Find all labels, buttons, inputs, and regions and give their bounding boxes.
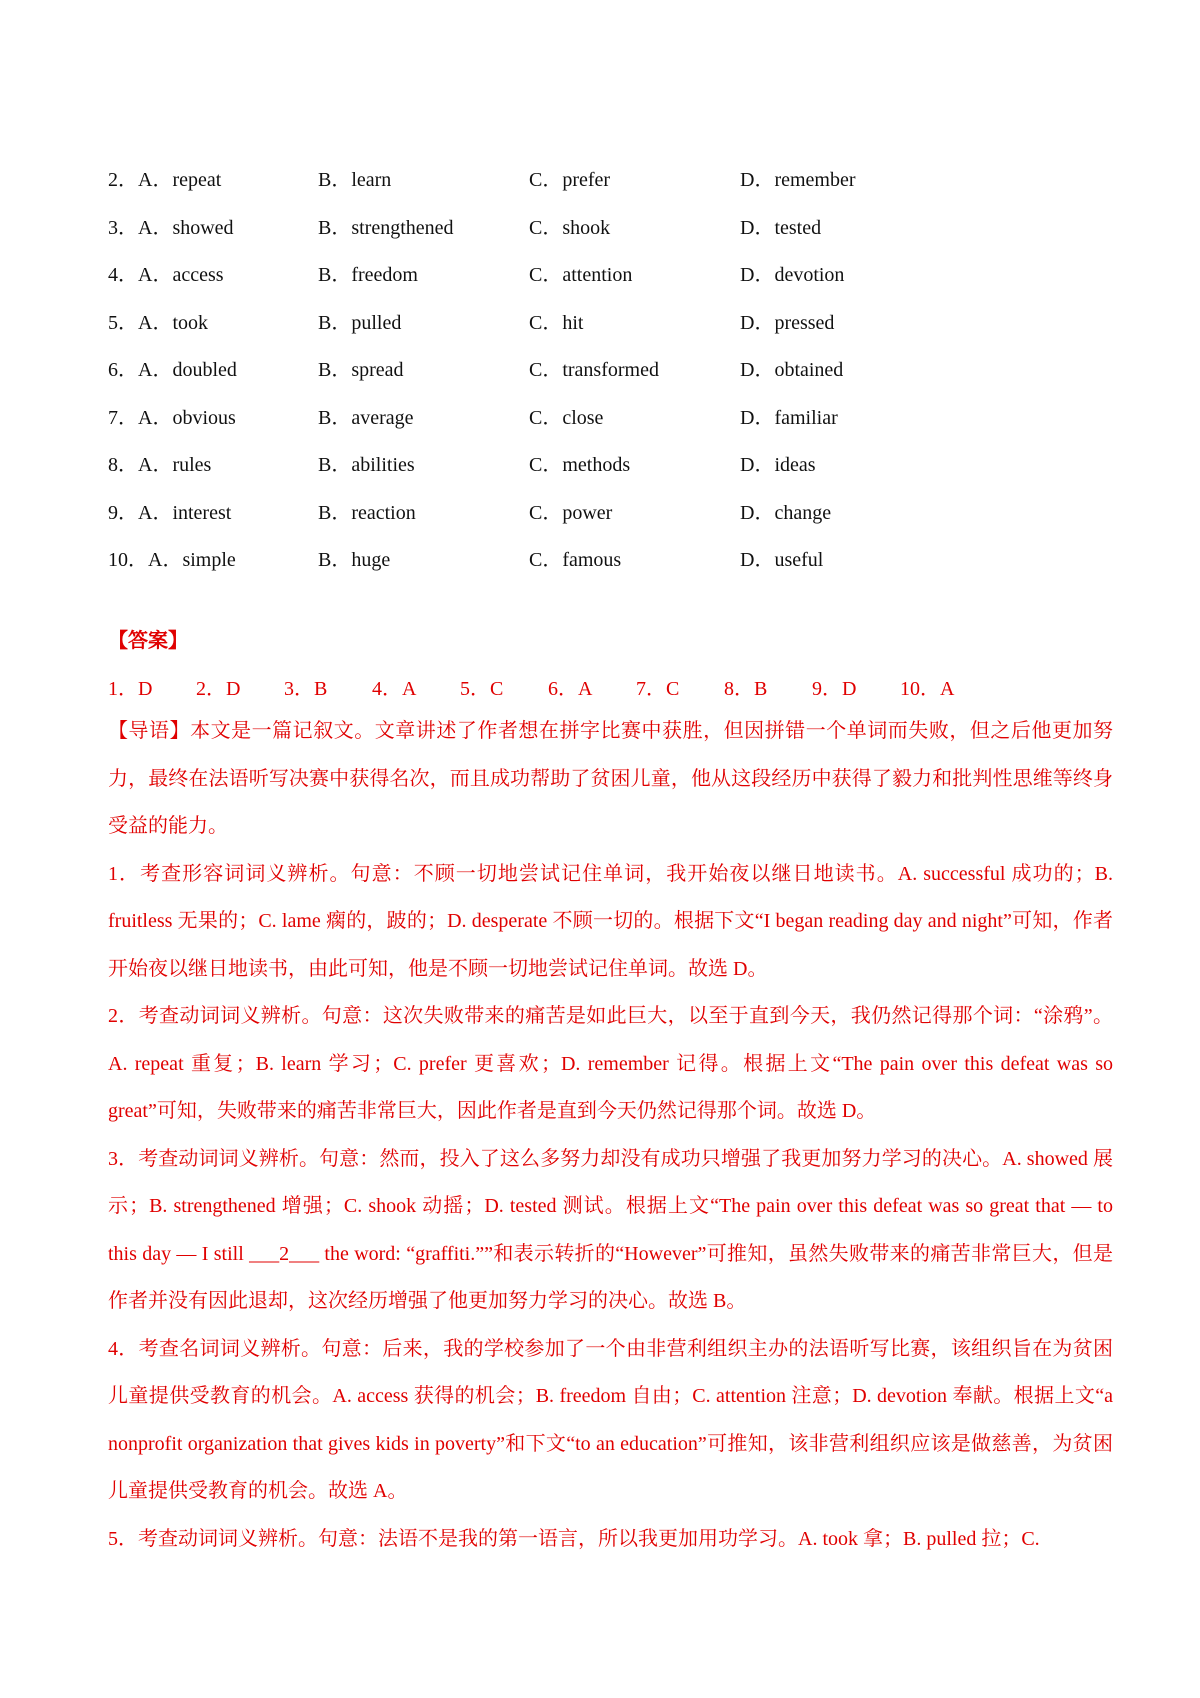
answer-key: 10．A — [900, 678, 955, 700]
option-row — [108, 534, 1008, 582]
option-cell: D．familiar — [740, 406, 838, 429]
option-cell: 6．A．doubled — [108, 359, 237, 382]
option-cell: C．transformed — [529, 359, 659, 382]
option-cell: D．useful — [740, 549, 824, 572]
option-cell: D．tested — [740, 216, 822, 239]
option-cell: D．devotion — [740, 264, 845, 287]
option-cell: 9．A．interest — [108, 501, 232, 524]
option-cell: 4．A．access — [108, 264, 224, 287]
option-row — [108, 297, 1008, 345]
option-cell: B．learn — [318, 169, 392, 192]
answer-section — [108, 626, 1113, 1563]
answer-key: 9．D — [812, 678, 857, 700]
option-cell: C．hit — [529, 311, 584, 334]
option-cell: 8．A．rules — [108, 454, 212, 477]
option-cell: C．methods — [529, 454, 631, 477]
explanation-paragraph: 4．考查名词词义辨析。句意：后来，我的学校参加了一个由非营利组织主办的法语听写比赛，该组织旨在为贫困儿童提供受教育的机会。A. access 获得的机会；B. freedom 自由；C. attention 注意；D. devotion 奉献。根据上文“a nonprofit organization that gives kids in poverty”和下文“to an education”可推知，该非营利组织应该是做慈善，为贫困儿童提供受教育的机会。故选 A。 — [108, 1337, 1113, 1502]
option-cell: 7．A．obvious — [108, 406, 236, 429]
explanation-paragraph: 1．考查形容词词义辨析。句意：不顾一切地尝试记住单词，我开始夜以继日地读书。A. successful 成功的；B. fruitless 无果的；C. lame 瘸的，跛的；D. desperate 不顾一切的。根据下文“I began reading day and night”可知，作者开始夜以继日地读书，由此可知，他是不顾一切地尝试记住单词。故选 D。 — [108, 862, 1113, 980]
option-cell: 3．A．showed — [108, 216, 234, 239]
answer-key-row — [108, 674, 1113, 704]
option-row — [108, 202, 1008, 250]
option-cell: 5．A．took — [108, 311, 208, 334]
answer-key: 5．C — [460, 678, 504, 700]
option-cell: B．average — [318, 406, 414, 429]
option-cell: B．reaction — [318, 501, 416, 524]
answer-key: 4．A — [372, 678, 417, 700]
answer-key: 7．C — [636, 678, 680, 700]
option-cell: D．ideas — [740, 454, 816, 477]
option-cell: B．huge — [318, 549, 391, 572]
option-cell: C．attention — [529, 264, 633, 287]
option-cell: 10．A．simple — [108, 549, 236, 572]
option-cell: D．obtained — [740, 359, 844, 382]
option-row — [108, 487, 1008, 535]
explanation-paragraph: 3．考查动词词义辨析。句意：然而，投入了这么多努力却没有成功只增强了我更加努力学习的决心。A. showed 展示；B. strengthened 增强；C. shook 动摇；D. tested 测试。根据上文“The pain over this defeat was so great that — to this day — I still ___2___ the word: “graffiti.””和表示转折的“However”可推知，虽然失败带来的痛苦非常巨大，但是作者并没有因此退却，这次经历增强了他更加努力学习的决心。故选 B。 — [108, 1147, 1113, 1312]
option-cell: C．famous — [529, 549, 622, 572]
option-cell: B．strengthened — [318, 216, 454, 239]
answer-key: 1．D — [108, 678, 153, 700]
option-row — [108, 392, 1008, 440]
options-table — [108, 154, 1008, 582]
answer-key: 8．B — [724, 678, 768, 700]
answer-key: 6．A — [548, 678, 593, 700]
explanation-paragraph: 2．考查动词词义辨析。句意：这次失败带来的痛苦是如此巨大，以至于直到今天，我仍然记得那个词：“涂鸦”。A. repeat 重复；B. learn 学习；C. prefer 更喜欢；D. remember 记得。根据上文“The pain over this defeat was so great”可知，失败带来的痛苦非常巨大，因此作者是直到今天仍然记得那个词。故选 D。 — [108, 1005, 1113, 1122]
option-cell: B．abilities — [318, 454, 415, 477]
option-cell: C．close — [529, 406, 604, 429]
option-cell: D．remember — [740, 169, 856, 192]
explanation-paragraph: 5．考查动词词义辨析。句意：法语不是我的第一语言，所以我更加用功学习。A. took 拿；B. pulled 拉；C. — [108, 1527, 1040, 1550]
option-row — [108, 249, 1008, 297]
answer-key: 3．B — [284, 678, 328, 700]
option-cell: 2．A．repeat — [108, 169, 222, 192]
option-row — [108, 344, 1008, 392]
intro-paragraph: 【导语】本文是一篇记叙文。文章讲述了作者想在拼字比赛中获胜，但因拼错一个单词而失败，但之后他更加努力，最终在法语听写决赛中获得名次，而且成功帮助了贫困儿童，他从这段经历中获得了毅力和批判性思维等终身受益的能力。 — [108, 720, 1113, 837]
option-cell: C．prefer — [529, 169, 611, 192]
option-cell: C．shook — [529, 216, 611, 239]
option-cell: B．pulled — [318, 311, 402, 334]
option-cell: C．power — [529, 501, 613, 524]
option-cell: B．freedom — [318, 264, 418, 287]
option-cell: D．change — [740, 501, 832, 524]
option-cell: D．pressed — [740, 311, 835, 334]
answer-heading: 【答案】 — [108, 630, 188, 652]
option-row — [108, 439, 1008, 487]
answer-key: 2．D — [196, 678, 241, 700]
option-row — [108, 154, 1008, 202]
option-cell: B．spread — [318, 359, 404, 382]
